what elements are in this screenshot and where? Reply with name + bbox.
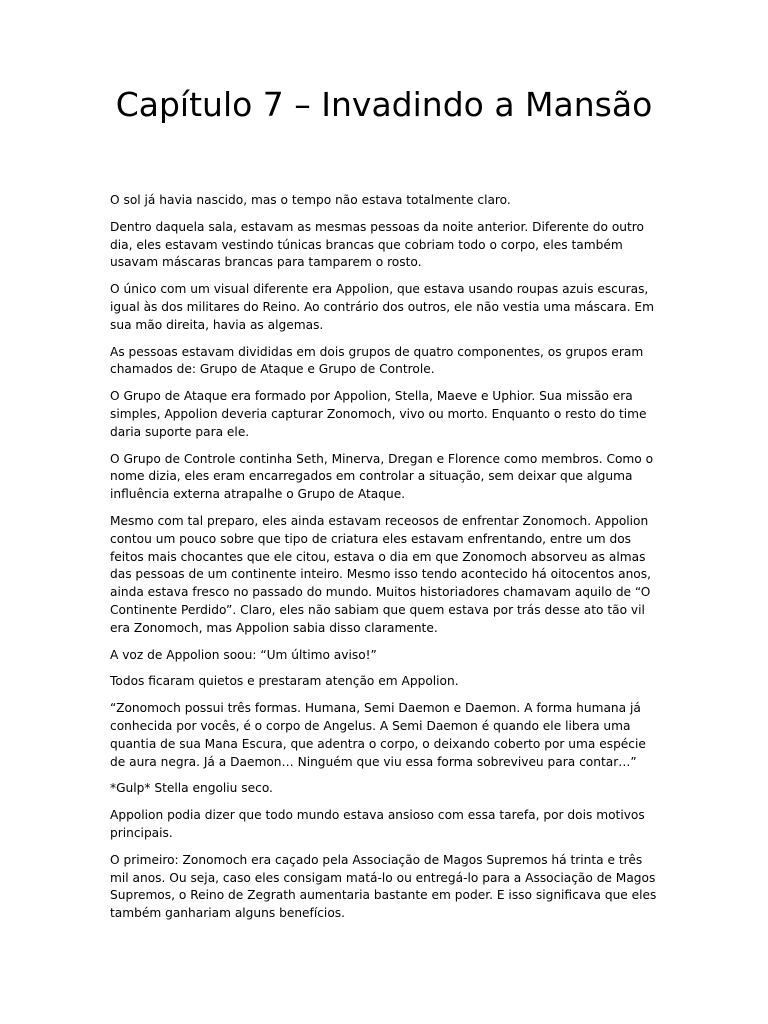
paragraph-7: Mesmo com tal preparo, eles ainda estavam receosos de enfrentar Zonomoch. Appolion contou um pouco sobre que tipo de criatura eles estavam enfrentando, entre um dos feitos mais chocantes que ele citou, estava o dia em que Zonomoch absorveu as almas das pessoas de um continente inteiro. Mesmo isso tendo acontecido há oitocentos anos, ainda estava fresco no passado do mundo. Muitos historiadores chamavam aquilo de “O Continente Perdido”. Claro, eles não sabiam que quem estava por trás desse ato tão vil era Zonomoch, mas Appolion sabia disso claramente. (110, 513, 651, 635)
paragraph-3: O único com um visual diferente era Appolion, que estava usando roupas azuis escuras, igual às dos militares do Reino. Ao contrário dos outros, ele não vestia uma máscara. Em sua mão direita, havia as algemas. (110, 282, 654, 332)
paragraph-11: *Gulp* Stella engoliu seco. (110, 781, 273, 796)
document-body (110, 192, 662, 932)
paragraph-2: Dentro daquela sala, estavam as mesmas pessoas da noite anterior. Diferente do outro dia, eles estavam vestindo túnicas brancas que cobriam todo o corpo, eles também usavam máscaras brancas para tamparem o rosto. (110, 219, 645, 270)
paragraph-1: O sol já havia nascido, mas o tempo não estava totalmente claro. (110, 193, 511, 207)
paragraph-8: A voz de Appolion soou: “Um último aviso!” (110, 647, 377, 662)
paragraph-5: O Grupo de Ataque era formado por Appolion, Stella, Maeve e Uphior. Sua missão era simples, Appolion deveria capturar Zonomoch, vivo ou morto. Enquanto o resto do time daria suporte para ele. (110, 389, 647, 439)
paragraph-13: O primeiro: Zonomoch era caçado pela Associação de Magos Supremos há trinta e três mil anos. Ou seja, caso eles consigam matá-lo ou entregá-lo para a Associação de Magos Supremos, o Reino de Zegrath aumentaria bastante em poder. E isso significava que eles também ganhariam alguns benefícios. (110, 852, 657, 921)
paragraph-10: “Zonomoch possui três formas. Humana, Semi Daemon e Daemon. A forma humana já conhecida por vocês, é o corpo de Angelus. A Semi Daemon é quando ele libera uma quantia de sua Mana Escura, que adentra o corpo, o deixando coberto por uma espécie de aura negra. Já a Daemon… Ninguém que viu essa forma sobreviveu para contar…” (110, 701, 646, 769)
paragraph-6: O Grupo de Controle continha Seth, Minerva, Dregan e Florence como membros. Como o nome dizia, eles eram encarregados em controlar a situação, sem deixar que alguma influência externa atrapalhe o Grupo de Ataque. (110, 451, 654, 502)
paragraph-4: As pessoas estavam divididas em dois grupos de quatro componentes, os grupos eram chamados de: Grupo de Ataque e Grupo de Controle. (110, 344, 644, 377)
paragraph-12: Appolion podia dizer que todo mundo estava ansioso com essa tarefa, por dois motivos principais. (110, 808, 645, 840)
paragraph-9: Todos ficaram quietos e prestaram atenção em Appolion. (110, 674, 459, 689)
chapter-title: Capítulo 7 – Invadindo a Mansão (115, 85, 653, 124)
